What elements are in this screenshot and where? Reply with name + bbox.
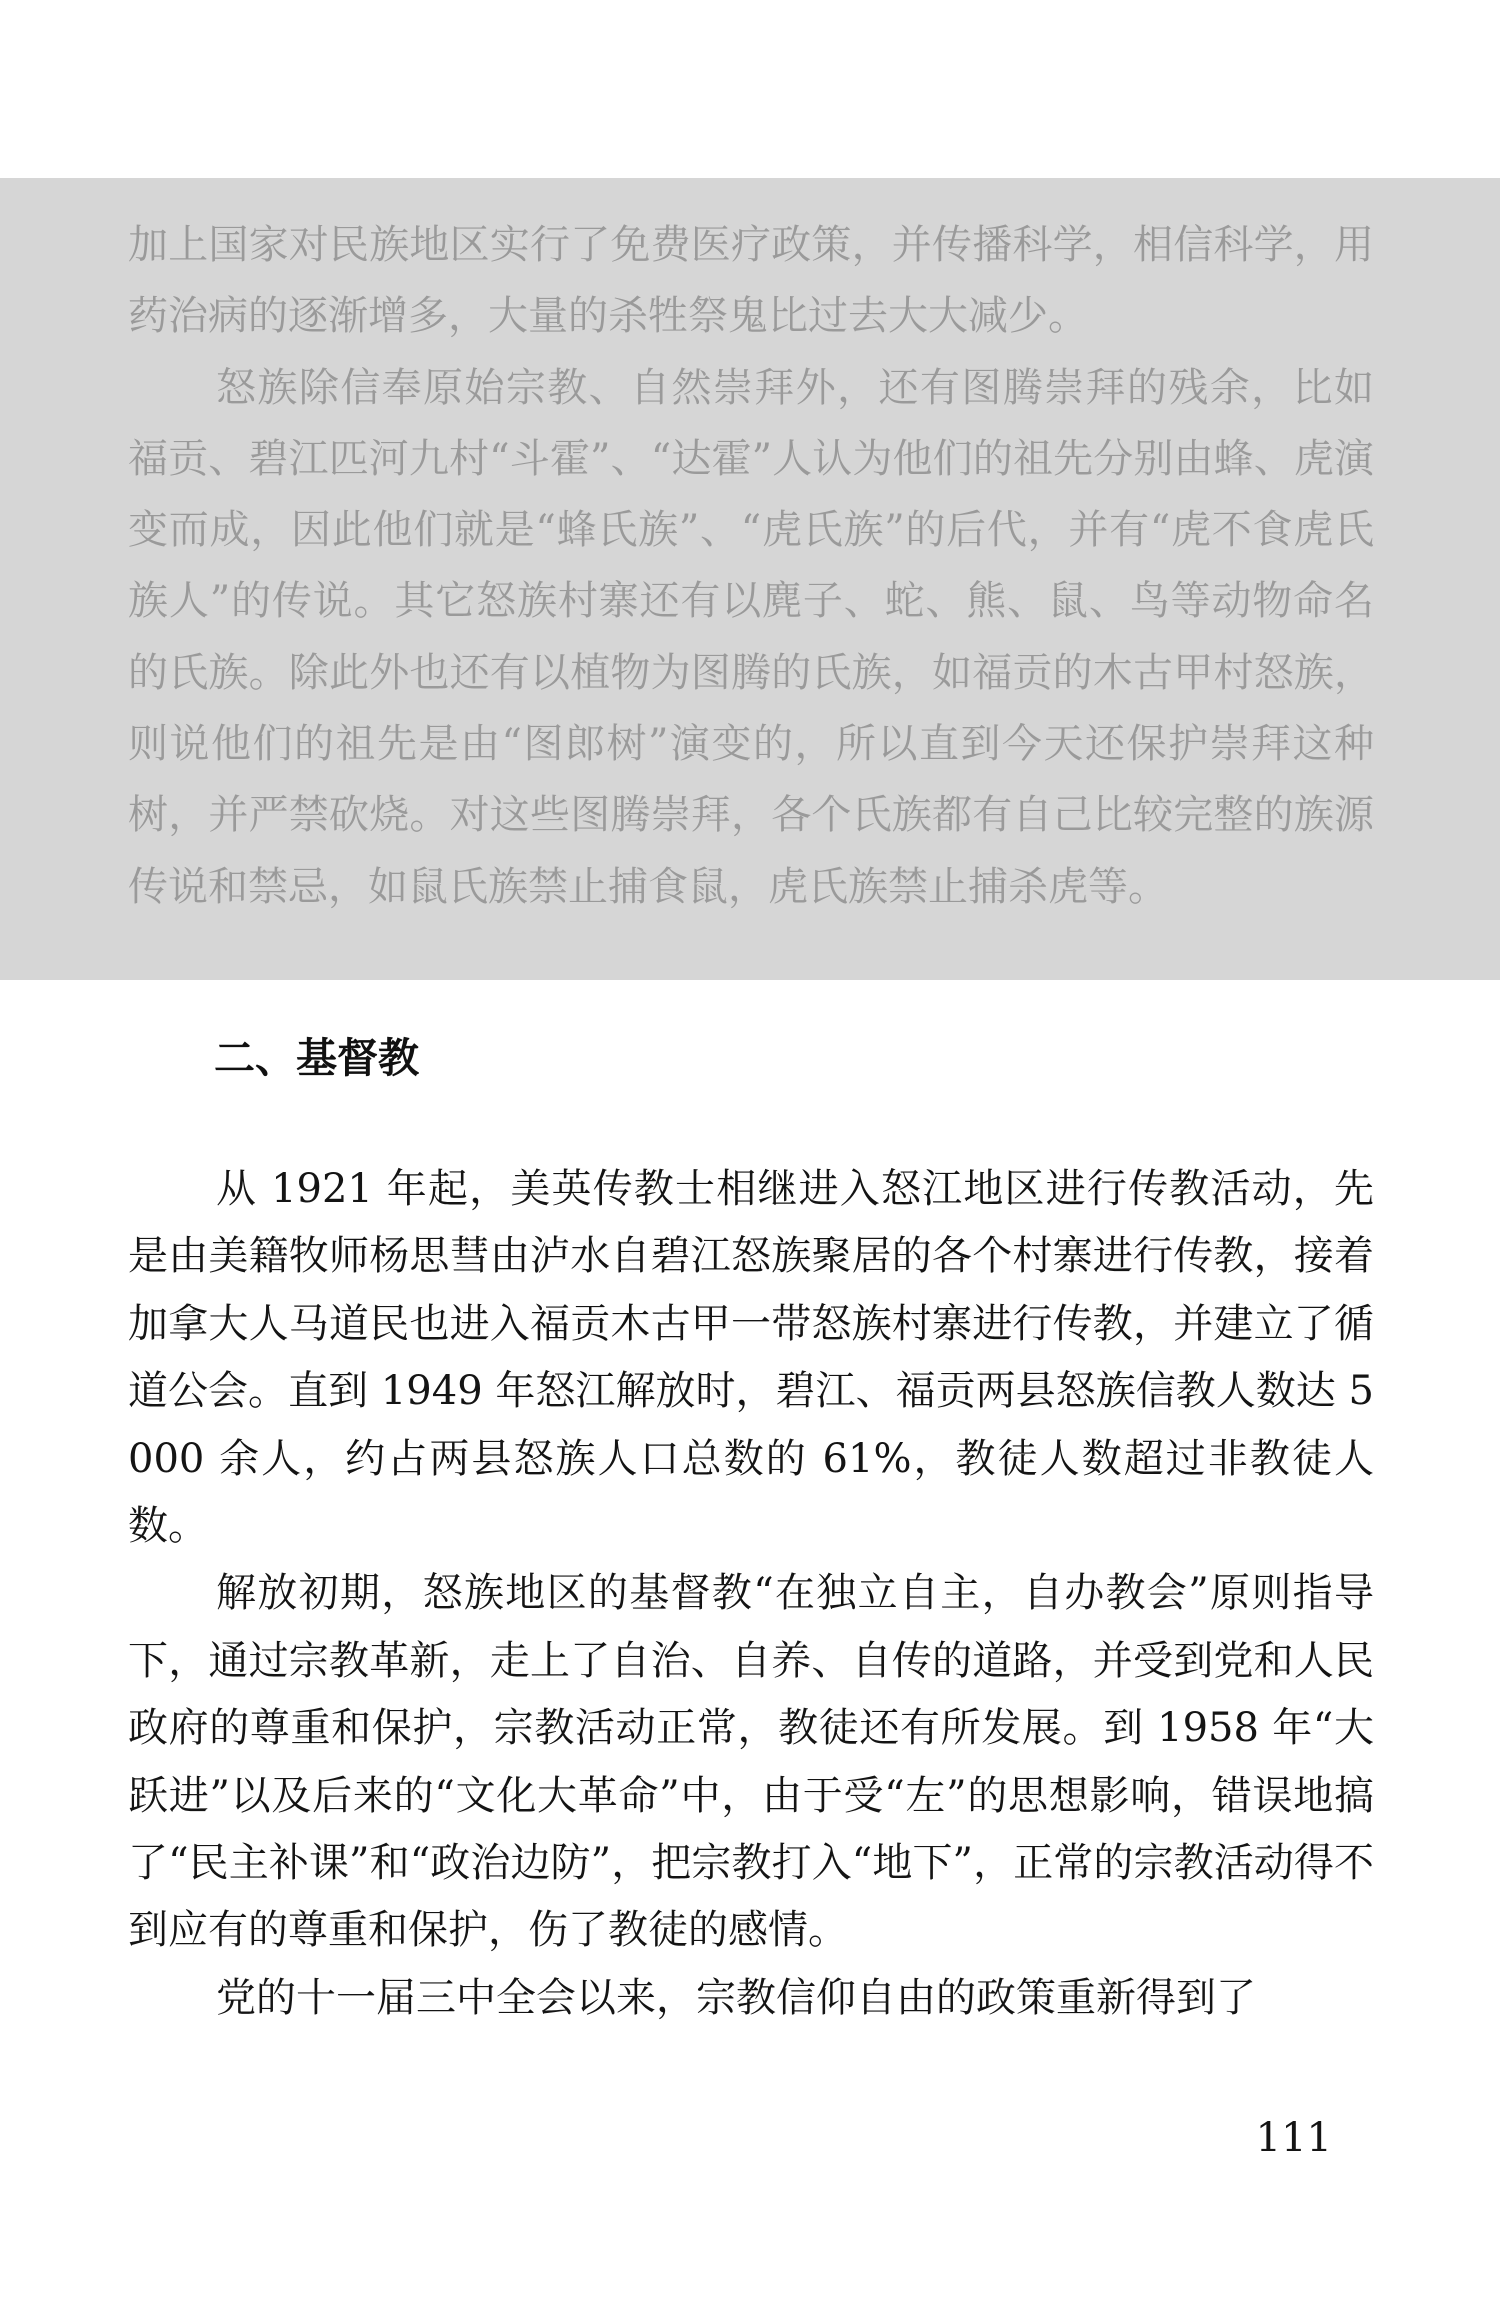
body-text-block bbox=[128, 1156, 1374, 2032]
section-heading: 二、基督教 bbox=[214, 1034, 419, 1082]
paragraph: 解放初期，怒族地区的基督教“在独立自主，自办教会”原则指导下，通过宗教革新，走上了自治、自养、自传的道路，并受到党和人民政府的尊重和保护，宗教活动正常，教徒还有所发展。到 1958 年“大跃进”以及后来的“文化大革命”中，由于受“左”的思想影响，错误地搞了“民主补课”和“政治边防”，把宗教打入“地下”，正常的宗教活动得不到应有的尊重和保护，伤了教徒的感情。 bbox=[128, 1570, 1374, 1954]
page-number: 111 bbox=[1255, 2115, 1332, 2161]
paragraph: 怒族除信奉原始宗教、自然崇拜外，还有图腾崇拜的残余，比如福贡、碧江匹河九村“斗霍”、“达霍”人认为他们的祖先分别由蜂、虎演变而成，因此他们就是“蜂氏族”、“虎氏族”的后代，并有“虎不食虎氏族人”的传说。其它怒族村寨还有以麂子、蛇、熊、鼠、鸟等动物命名的氏族。除此外也还有以植物为图腾的氏族，如福贡的木古甲村怒族，则说他们的祖先是由“图郎树”演变的，所以直到今天还保护崇拜这种树，并严禁砍烧。对这些图腾崇拜，各个氏族都有自己比较完整的族源传说和禁忌，如鼠氏族禁止捕食鼠，虎氏族禁止捕杀虎等。 bbox=[128, 364, 1374, 910]
paragraph: 从 1921 年起，美英传教士相继进入怒江地区进行传教活动，先是由美籍牧师杨思彗由泸水自碧江怒族聚居的各个村寨进行传教，接着加拿大人马道民也进入福贡木古甲一带怒族村寨进行传教，并建立了循道公会。直到 1949 年怒江解放时，碧江、福贡两县怒族信教人数达 5 000 余人，约占两县怒族人口总数的 61%，教徒人数超过非教徒人数。 bbox=[128, 1166, 1374, 1550]
paragraph: 加上国家对民族地区实行了免费医疗政策，并传播科学，相信科学，用药治病的逐渐增多，大量的杀牲祭鬼比过去大大减少。 bbox=[128, 222, 1374, 340]
highlighted-text-block bbox=[128, 210, 1374, 923]
paragraph: 党的十一届三中全会以来，宗教信仰自由的政策重新得到了 bbox=[216, 1974, 1256, 2021]
